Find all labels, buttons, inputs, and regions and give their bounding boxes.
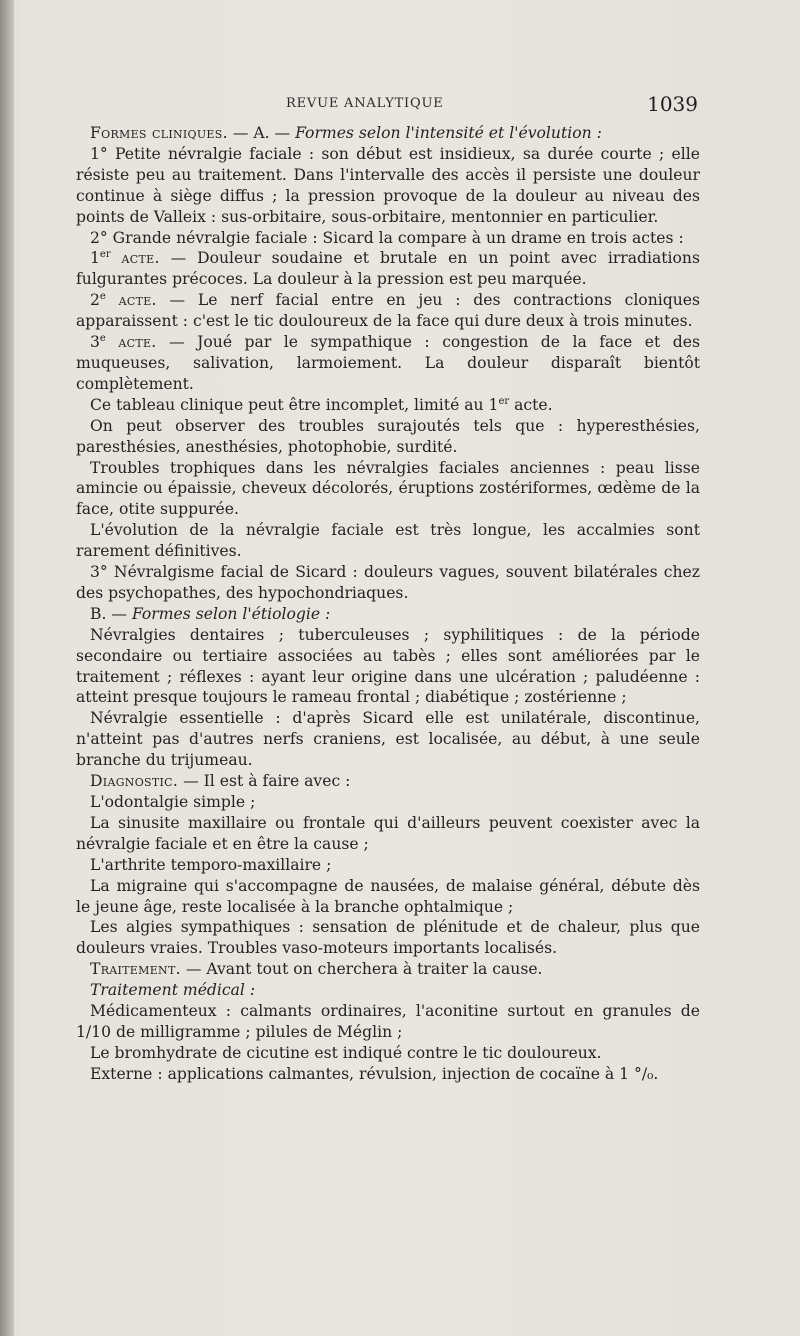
paragraph: 1° Petite névralgie faciale : son début est insidieux, sa durée courte ; elle résiste peu au traitement. Dans l'intervalle des accès il persiste une douleur continue à siège diffus ; la pression provoque de la douleur au niveau des points de Valleix : sus-orbitaire, sous-orbitaire, mentonnier en particulier. [76, 144, 700, 226]
running-title: REVUE ANALYTIQUE [286, 96, 444, 111]
paragraph: La migraine qui s'accompagne de nausées, de malaise général, débute dès le jeune âge, reste localisée à la branche ophtalmique ; [76, 876, 700, 916]
paragraph: L'arthrite temporo-maxillaire ; [90, 855, 332, 874]
paragraph: Ce tableau clinique peut être incomplet, limité au 1er acte. [90, 395, 553, 414]
paragraph: Médicamenteux : calmants ordinaires, l'aconitine surtout en granules de 1/10 de milligramme ; pilules de Méglin ; [76, 1002, 700, 1041]
diagnostic-heading: Diagnostic. — Il est à faire avec : [90, 772, 351, 791]
paragraph: Névralgie essentielle : d'après Sicard elle est unilatérale, discontinue, n'atteint pas d'autres nerfs craniens, est localisée, au début, à une seule branche du trijumeau. [76, 709, 700, 770]
paragraph: 3° Névralgisme facial de Sicard : douleurs vagues, souvent bilatérales chez des psychopathes, des hypochondriaques. [76, 563, 700, 602]
traitement-heading: Traitement. — Avant tout on cherchera à traiter la cause. [90, 960, 543, 979]
paragraph: Externe : applications calmantes, révulsion, injection de cocaïne à 1 °/₀. [90, 1064, 659, 1083]
section-heading-a: Formes cliniques. — A. — Formes selon l'intensité et l'évolution : [90, 124, 602, 142]
paragraph: Les algies sympathiques : sensation de plénitude et de chaleur, plus que douleurs vraies. Troubles vaso-moteurs importants localisés. [76, 918, 700, 958]
section-heading-b: B. — Formes selon l'étiologie : [90, 604, 331, 623]
paragraph: 2° Grande névralgie faciale : Sicard la compare à un drame en trois actes : [90, 228, 684, 247]
article-body [76, 123, 700, 1085]
paragraph: On peut observer des troubles surajoutés tels que : hyperesthésies, paresthésies, anesthésies, photophobie, surdité. [76, 416, 700, 456]
page-binding-edge [0, 0, 14, 1336]
paragraph: Troubles trophiques dans les névralgies faciales anciennes : peau lisse amincie ou épaissie, cheveux décolorés, éruptions zostériformes, œdème de la face, otite suppurée. [76, 458, 700, 519]
paragraph: La sinusite maxillaire ou frontale qui d'ailleurs peuvent coexister avec la névralgie faciale et en être la cause ; [76, 813, 700, 853]
paragraph: Le bromhydrate de cicutine est indiqué contre le tic douloureux. [90, 1043, 602, 1062]
page-number: 1039 [647, 92, 698, 116]
acte-3: 3e acte. — Joué par le sympathique : congestion de la face et des muqueuses, salivation, larmoiement. La douleur disparaît bientôt complètement. [76, 332, 700, 393]
acte-2: 2e acte. — Le nerf facial entre en jeu : des contractions cloniques apparaissent : c'est le tic douloureux de la face qui dure deux à trois minutes. [76, 291, 700, 331]
traitement-medical-heading: Traitement médical : [90, 981, 256, 1000]
paragraph: L'évolution de la névralgie faciale est très longue, les accalmies sont rarement définitives. [76, 521, 700, 561]
paragraph: Névralgies dentaires ; tuberculeuses ; syphilitiques : de la période secondaire ou tertiaire associées au tabès ; elles sont améliorées par le traitement ; réflexes : ayant leur origine dans une ulcération ; paludéenne : atteint presque toujours le rameau frontal ; diabétique ; zostérienne ; [76, 625, 700, 707]
paragraph: L'odontalgie simple ; [90, 793, 256, 811]
acte-1: 1er acte. — Douleur soudaine et brutale en un point avec irradiations fulgurantes précoces. La douleur à la pression est peu marquée. [76, 249, 700, 289]
page-header [76, 92, 698, 122]
